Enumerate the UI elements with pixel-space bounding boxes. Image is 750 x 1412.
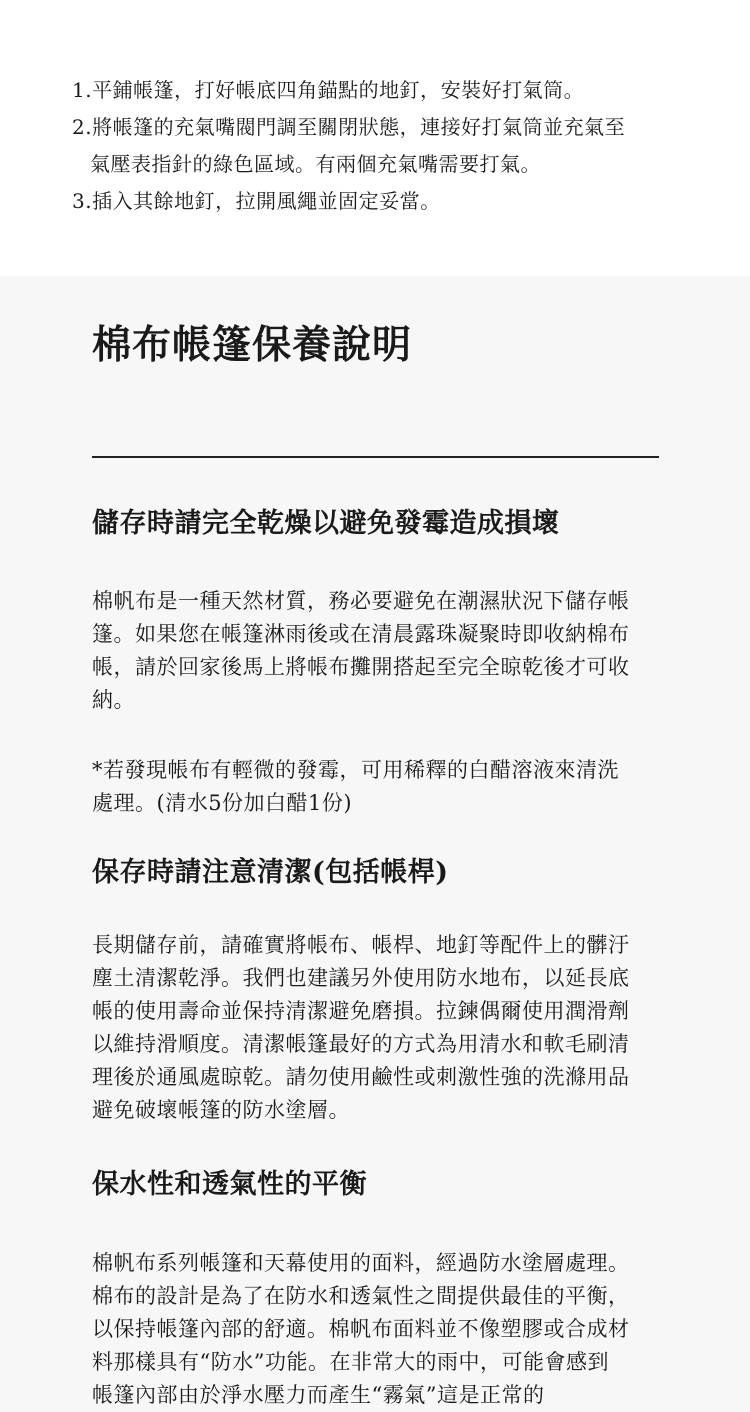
paragraph-line: 帳的使用壽命並保持清潔避免磨損。拉鍊偶爾使用潤滑劑 — [92, 999, 630, 1023]
paragraph-line: 棉布的設計是為了在防水和透氣性之間提供最佳的平衡， — [92, 1284, 630, 1308]
title-divider — [92, 456, 659, 458]
paragraph-line: 棉帆布系列帳篷和天幕使用的面料，經過防水塗層處理。 — [92, 1251, 630, 1275]
paragraph-line: 處理。(清水5份加白醋1份) — [92, 791, 353, 815]
breathability-paragraph — [92, 1247, 660, 1412]
paragraph-line: 帳篷內部由於淨水壓力而產生“霧氣”這是正常的 — [92, 1383, 545, 1407]
paragraph-line: 納。 — [92, 688, 135, 712]
paragraph-line: 長期儲存前，請確實將帳布、帳桿、地釘等配件上的髒汙 — [92, 933, 630, 957]
paragraph-line: 理後於通風處晾乾。請勿使用鹼性或刺激性強的洗滌用品 — [92, 1065, 630, 1089]
step-2: 2.將帳篷的充氣嘴閥門調至關閉狀態，連接好打氣筒並充氣至 — [72, 115, 626, 139]
paragraph-line: 棉帆布是一種天然材質，務必要避免在潮濕狀況下儲存帳 — [92, 589, 630, 613]
step-3: 3.插入其餘地釘，拉開風繩並固定妥當。 — [72, 189, 441, 213]
care-instructions — [0, 276, 750, 1412]
page-title: 棉布帳篷保養說明 — [92, 322, 413, 368]
section-heading-breathability: 保水性和透氣性的平衡 — [92, 1169, 367, 1200]
paragraph-line: 篷。如果您在帳篷淋雨後或在清晨露珠凝聚時即收納棉布 — [92, 622, 630, 646]
step-1: 1.平鋪帳篷，打好帳底四角錨點的地釘，安裝好打氣筒。 — [72, 78, 585, 102]
storage-paragraph — [92, 585, 660, 717]
paragraph-line: 以維持滑順度。清潔帳篷最好的方式為用清水和軟毛刷清 — [92, 1032, 630, 1056]
cleaning-paragraph — [92, 929, 660, 1127]
mold-note — [92, 754, 660, 820]
step-2-continued: 氣壓表指針的綠色區域。有兩個充氣嘴需要打氣。 — [90, 152, 541, 176]
section-heading-storage: 儲存時請完全乾燥以避免發霉造成損壞 — [92, 508, 560, 539]
paragraph-line: 料那樣具有“防水”功能。在非常大的雨中，可能會感到 — [92, 1350, 609, 1374]
paragraph-line: 塵土清潔乾淨。我們也建議另外使用防水地布，以延長底 — [92, 966, 630, 990]
setup-steps — [0, 0, 750, 276]
paragraph-line: 以保持帳篷內部的舒適。棉帆布面料並不像塑膠或合成材 — [92, 1317, 630, 1341]
paragraph-line: 避免破壞帳篷的防水塗層。 — [92, 1098, 350, 1122]
paragraph-line: *若發現帳布有輕微的發霉，可用稀釋的白醋溶液來清洗 — [92, 758, 619, 782]
paragraph-line: 帳，請於回家後馬上將帳布攤開搭起至完全晾乾後才可收 — [92, 655, 630, 679]
section-heading-cleaning: 保存時請注意清潔(包括帳桿) — [92, 857, 449, 888]
